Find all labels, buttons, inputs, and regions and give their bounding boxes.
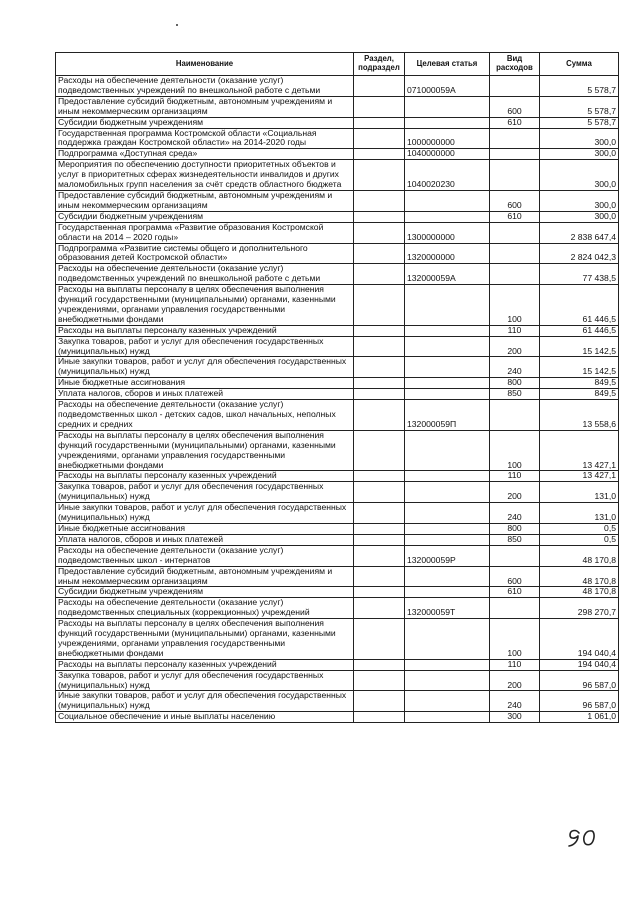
header-vid: Вид расходов <box>490 53 540 76</box>
row-sum: 13 427,1 <box>540 430 619 471</box>
row-code: 132000059П <box>405 400 490 431</box>
row-code <box>405 378 490 389</box>
row-sum: 96 587,0 <box>540 691 619 712</box>
row-sum: 300,0 <box>540 128 619 149</box>
row-razdel <box>354 659 405 670</box>
row-razdel <box>354 128 405 149</box>
row-sum: 5 578,7 <box>540 117 619 128</box>
row-code <box>405 619 490 660</box>
row-sum: 0,5 <box>540 534 619 545</box>
row-razdel <box>354 149 405 160</box>
row-code: 1040020230 <box>405 160 490 191</box>
table-row <box>56 545 619 566</box>
row-name: Субсидии бюджетным учреждениям <box>56 211 354 222</box>
row-code: 1300000000 <box>405 222 490 243</box>
table-row <box>56 598 619 619</box>
row-code <box>405 670 490 691</box>
row-name: Расходы на обеспечение деятельности (оказание услуг) подведомственных школ - детских садов, школ начальных, неполных средних и средних <box>56 400 354 431</box>
row-sum: 2 824 042,3 <box>540 243 619 264</box>
row-name: Расходы на выплаты персоналу в целях обеспечения выполнения функций государственными (муниципальными) органами, казенными учреждениями, органами управления государственными внебюджетными фондами <box>56 285 354 326</box>
table-row <box>56 190 619 211</box>
row-sum: 131,0 <box>540 503 619 524</box>
row-vid: 100 <box>490 285 540 326</box>
table-row <box>56 149 619 160</box>
row-vid: 100 <box>490 619 540 660</box>
row-razdel <box>354 160 405 191</box>
row-code <box>405 430 490 471</box>
row-name: Иные закупки товаров, работ и услуг для обеспечения государственных (муниципальных) нужд <box>56 691 354 712</box>
row-code <box>405 503 490 524</box>
table-row <box>56 400 619 431</box>
row-code <box>405 336 490 357</box>
row-razdel <box>354 400 405 431</box>
row-sum: 48 170,8 <box>540 587 619 598</box>
row-vid: 610 <box>490 117 540 128</box>
row-razdel <box>354 619 405 660</box>
row-name: Государственная программа Костромской области «Социальная поддержка граждан Костромской области» на 2014-2020 годы <box>56 128 354 149</box>
table-row <box>56 160 619 191</box>
row-sum: 300,0 <box>540 211 619 222</box>
row-sum: 5 578,7 <box>540 76 619 97</box>
row-sum: 96 587,0 <box>540 670 619 691</box>
row-vid <box>490 128 540 149</box>
row-razdel <box>354 471 405 482</box>
row-name: Иные бюджетные ассигнования <box>56 378 354 389</box>
row-code <box>405 691 490 712</box>
row-vid: 240 <box>490 357 540 378</box>
table-row <box>56 691 619 712</box>
row-name: Предоставление субсидий бюджетным, автономным учреждениям и иным некоммерческим организациям <box>56 190 354 211</box>
row-vid: 800 <box>490 523 540 534</box>
row-name: Расходы на выплаты персоналу в целях обеспечения выполнения функций государственными (муниципальными) органами, казенными учреждениями, органами управления государственными внебюджетными фондами <box>56 430 354 471</box>
row-name: Социальное обеспечение и иные выплаты населению <box>56 712 354 723</box>
row-razdel <box>354 587 405 598</box>
row-razdel <box>354 503 405 524</box>
row-sum: 194 040,4 <box>540 619 619 660</box>
row-sum: 849,5 <box>540 378 619 389</box>
row-razdel <box>354 482 405 503</box>
row-name: Иные закупки товаров, работ и услуг для обеспечения государственных (муниципальных) нужд <box>56 357 354 378</box>
row-razdel <box>354 378 405 389</box>
row-vid: 850 <box>490 389 540 400</box>
row-vid <box>490 160 540 191</box>
table-row <box>56 523 619 534</box>
row-name: Предоставление субсидий бюджетным, автономным учреждениям и иным некоммерческим организациям <box>56 566 354 587</box>
row-sum: 13 427,1 <box>540 471 619 482</box>
row-razdel <box>354 523 405 534</box>
row-name: Закупка товаров, работ и услуг для обеспечения государственных (муниципальных) нужд <box>56 336 354 357</box>
row-vid: 600 <box>490 96 540 117</box>
row-code <box>405 523 490 534</box>
row-sum: 300,0 <box>540 149 619 160</box>
table-row <box>56 482 619 503</box>
row-code <box>405 482 490 503</box>
table-row <box>56 336 619 357</box>
row-sum: 13 558,6 <box>540 400 619 431</box>
row-vid: 800 <box>490 378 540 389</box>
row-sum: 849,5 <box>540 389 619 400</box>
header-celevaya: Целевая статья <box>405 53 490 76</box>
row-sum: 48 170,8 <box>540 566 619 587</box>
table-row <box>56 325 619 336</box>
table-row <box>56 503 619 524</box>
row-vid: 200 <box>490 670 540 691</box>
table-row <box>56 534 619 545</box>
row-name: Закупка товаров, работ и услуг для обеспечения государственных (муниципальных) нужд <box>56 482 354 503</box>
row-sum: 15 142,5 <box>540 357 619 378</box>
table-row <box>56 566 619 587</box>
row-code <box>405 285 490 326</box>
row-razdel <box>354 712 405 723</box>
row-vid <box>490 222 540 243</box>
row-razdel <box>354 76 405 97</box>
row-razdel <box>354 430 405 471</box>
row-name: Расходы на выплаты персоналу казенных учреждений <box>56 659 354 670</box>
row-razdel <box>354 691 405 712</box>
row-code <box>405 190 490 211</box>
row-sum: 300,0 <box>540 190 619 211</box>
scan-speck <box>176 24 178 26</box>
row-name: Иные бюджетные ассигнования <box>56 523 354 534</box>
row-code <box>405 471 490 482</box>
row-vid: 600 <box>490 190 540 211</box>
row-razdel <box>354 117 405 128</box>
row-name: Субсидии бюджетным учреждениям <box>56 587 354 598</box>
row-vid <box>490 598 540 619</box>
row-razdel <box>354 190 405 211</box>
row-vid: 240 <box>490 503 540 524</box>
table-row <box>56 670 619 691</box>
row-code: 132000059Т <box>405 598 490 619</box>
row-name: Субсидии бюджетным учреждениям <box>56 117 354 128</box>
row-code <box>405 712 490 723</box>
row-razdel <box>354 325 405 336</box>
row-name: Расходы на выплаты персоналу казенных учреждений <box>56 325 354 336</box>
row-code <box>405 117 490 128</box>
row-sum: 2 838 647,4 <box>540 222 619 243</box>
row-sum: 77 438,5 <box>540 264 619 285</box>
row-vid: 300 <box>490 712 540 723</box>
row-sum: 300,0 <box>540 160 619 191</box>
row-name: Подпрограмма «Доступная среда» <box>56 149 354 160</box>
table-row <box>56 659 619 670</box>
row-sum: 48 170,8 <box>540 545 619 566</box>
row-code <box>405 211 490 222</box>
row-code: 071000059А <box>405 76 490 97</box>
row-name: Подпрограмма «Развитие системы общего и дополнительного образования детей Костромской области» <box>56 243 354 264</box>
row-razdel <box>354 96 405 117</box>
row-vid <box>490 264 540 285</box>
row-razdel <box>354 336 405 357</box>
table-row <box>56 264 619 285</box>
row-vid <box>490 76 540 97</box>
row-sum: 194 040,4 <box>540 659 619 670</box>
row-vid <box>490 149 540 160</box>
row-razdel <box>354 243 405 264</box>
row-vid: 200 <box>490 482 540 503</box>
row-name: Предоставление субсидий бюджетным, автономным учреждениям и иным некоммерческим организациям <box>56 96 354 117</box>
row-name: Уплата налогов, сборов и иных платежей <box>56 534 354 545</box>
row-name: Закупка товаров, работ и услуг для обеспечения государственных (муниципальных) нужд <box>56 670 354 691</box>
row-name: Расходы на обеспечение деятельности (оказание услуг) подведомственных школ - интернатов <box>56 545 354 566</box>
row-vid: 200 <box>490 336 540 357</box>
row-vid: 110 <box>490 471 540 482</box>
row-code: 1320000000 <box>405 243 490 264</box>
row-code <box>405 389 490 400</box>
row-razdel <box>354 264 405 285</box>
page-number <box>563 826 603 850</box>
table-row <box>56 430 619 471</box>
row-vid <box>490 545 540 566</box>
table-row <box>56 128 619 149</box>
row-sum: 1 061,0 <box>540 712 619 723</box>
row-name: Расходы на выплаты персоналу в целях обеспечения выполнения функций государственными (муниципальными) органами, казенными учреждениями, органами управления государственными внебюджетными фондами <box>56 619 354 660</box>
row-code <box>405 659 490 670</box>
row-razdel <box>354 285 405 326</box>
row-code: 132000059А <box>405 264 490 285</box>
table-row <box>56 712 619 723</box>
row-razdel <box>354 211 405 222</box>
row-razdel <box>354 566 405 587</box>
row-name: Расходы на обеспечение деятельности (оказание услуг) подведомственных специальных (коррекционных) учреждений <box>56 598 354 619</box>
table-row <box>56 243 619 264</box>
row-name: Государственная программа «Развитие образования Костромской области на 2014 – 2020 годы» <box>56 222 354 243</box>
table-row <box>56 471 619 482</box>
row-razdel <box>354 545 405 566</box>
table-row <box>56 357 619 378</box>
row-name: Расходы на выплаты персоналу казенных учреждений <box>56 471 354 482</box>
row-razdel <box>354 670 405 691</box>
row-razdel <box>354 389 405 400</box>
table-row <box>56 378 619 389</box>
row-sum: 61 446,5 <box>540 325 619 336</box>
row-razdel <box>354 357 405 378</box>
table-row <box>56 117 619 128</box>
row-sum: 0,5 <box>540 523 619 534</box>
row-name: Расходы на обеспечение деятельности (оказание услуг) подведомственных учреждений по внешкольной работе с детьми <box>56 264 354 285</box>
row-code <box>405 587 490 598</box>
row-vid: 600 <box>490 566 540 587</box>
table-row <box>56 76 619 97</box>
budget-table <box>55 52 619 723</box>
row-vid <box>490 243 540 264</box>
table-row <box>56 587 619 598</box>
row-vid: 610 <box>490 211 540 222</box>
handwritten-page-number <box>569 831 594 846</box>
row-code <box>405 325 490 336</box>
row-vid: 240 <box>490 691 540 712</box>
header-name: Наименование <box>56 53 354 76</box>
row-code <box>405 96 490 117</box>
table-header-row <box>56 53 619 76</box>
header-razdel: Раздел, подраздел <box>354 53 405 76</box>
row-name: Мероприятия по обеспечению доступности приоритетных объектов и услуг в приоритетных сферах жизнедеятельности инвалидов и других маломобильных групп населения за счёт средств областного бюджета <box>56 160 354 191</box>
row-vid: 610 <box>490 587 540 598</box>
row-sum: 61 446,5 <box>540 285 619 326</box>
row-sum: 298 270,7 <box>540 598 619 619</box>
row-razdel <box>354 534 405 545</box>
header-summa: Сумма <box>540 53 619 76</box>
table-row <box>56 96 619 117</box>
table-row <box>56 285 619 326</box>
row-vid: 110 <box>490 325 540 336</box>
table-row <box>56 619 619 660</box>
row-name: Уплата налогов, сборов и иных платежей <box>56 389 354 400</box>
row-sum: 5 578,7 <box>540 96 619 117</box>
row-vid: 850 <box>490 534 540 545</box>
row-vid: 110 <box>490 659 540 670</box>
table-row <box>56 222 619 243</box>
row-code <box>405 566 490 587</box>
row-sum: 131,0 <box>540 482 619 503</box>
row-code: 1040000000 <box>405 149 490 160</box>
table-row <box>56 211 619 222</box>
row-name: Иные закупки товаров, работ и услуг для обеспечения государственных (муниципальных) нужд <box>56 503 354 524</box>
row-code: 132000059Р <box>405 545 490 566</box>
row-razdel <box>354 598 405 619</box>
row-code: 1000000000 <box>405 128 490 149</box>
row-sum: 15 142,5 <box>540 336 619 357</box>
row-vid <box>490 400 540 431</box>
row-name: Расходы на обеспечение деятельности (оказание услуг) подведомственных учреждений по внешкольной работе с детьми <box>56 76 354 97</box>
row-code <box>405 357 490 378</box>
row-vid: 100 <box>490 430 540 471</box>
row-code <box>405 534 490 545</box>
table-row <box>56 389 619 400</box>
row-razdel <box>354 222 405 243</box>
